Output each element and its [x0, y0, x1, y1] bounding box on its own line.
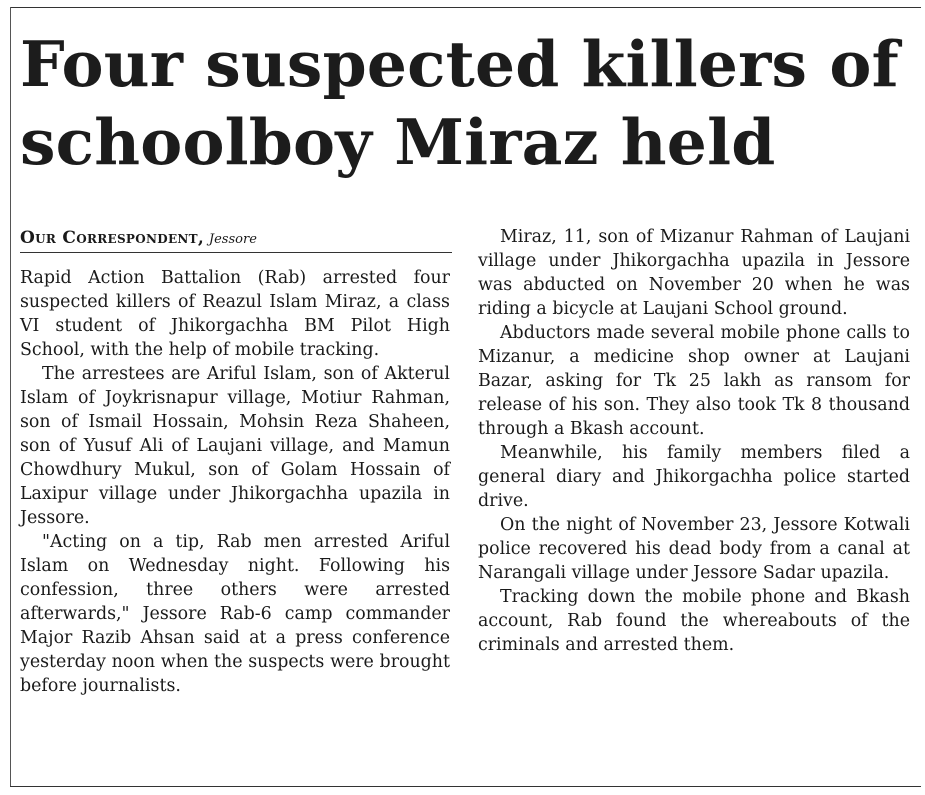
byline	[20, 228, 452, 253]
paragraph: Abductors made several mobile phone calls to Mizanur, a medicine shop owner at Laujani Bazar, asking for Tk 25 lakh as ransom for release of his son. They also took Tk 8 thousand through a Bkash account.	[478, 323, 910, 439]
byline-location: Jessore	[208, 232, 257, 247]
paragraph: On the night of November 23, Jessore Kotwali police recovered his dead body from a canal at Narangali village under Jessore Sadar upazila.	[478, 515, 910, 583]
left-border	[10, 7, 11, 787]
paragraph: The arrestees are Ariful Islam, son of Akterul Islam of Joykrisnapur village, Motiur Rahman, son of Ismail Hossain, Mohsin Reza Shaheen, son of Yusuf Ali of Laujani village, and Mamun Chowdhury Mukul, son of Golam Hossain of Laxipur village under Jhikorgachha upazila in Jessore.	[20, 364, 450, 528]
paragraph: Tracking down the mobile phone and Bkash account, Rab found the whereabouts of the criminals and arrested them.	[478, 587, 910, 655]
byline-author: Our Correspondent,	[20, 228, 205, 248]
paragraph: Miraz, 11, son of Mizanur Rahman of Laujani village under Jhikorgachha upazila in Jessore was abducted on November 20 when he was riding a bicycle at Laujani School ground.	[478, 227, 910, 319]
paragraph: Meanwhile, his family members filed a general diary and Jhikorgachha police started drive.	[478, 443, 910, 511]
top-rule	[10, 7, 921, 8]
column-left	[20, 266, 450, 698]
headline: Four suspected killers of schoolboy Miraz held	[20, 27, 899, 179]
paragraph: Rapid Action Battalion (Rab) arrested four suspected killers of Reazul Islam Miraz, a class VI student of Jhikorgachha BM Pilot High School, with the help of mobile tracking.	[20, 268, 450, 360]
paragraph: "Acting on a tip, Rab men arrested Ariful Islam on Wednesday night. Following his confession, three others were arrested afterwards," Jessore Rab-6 camp commander Major Razib Ahsan said at a press conference yesterday noon when the suspects were brought before journalists.	[20, 532, 450, 696]
column-right	[478, 225, 910, 657]
bottom-rule	[10, 786, 921, 787]
